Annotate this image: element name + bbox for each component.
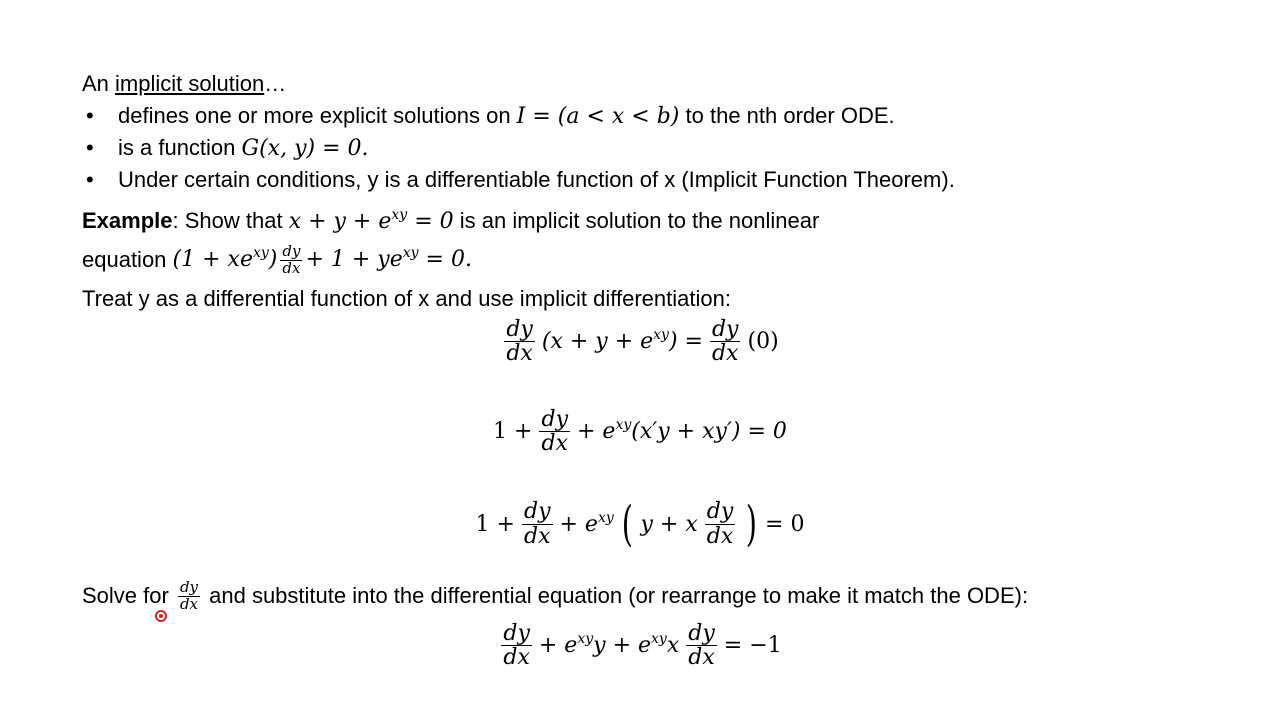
equation-label: equation	[82, 247, 173, 272]
heading-suffix: …	[264, 71, 287, 96]
example-label: Example	[82, 208, 173, 233]
equation-3	[0, 496, 1280, 552]
bullet-marker: •	[86, 135, 94, 160]
dy-dx-fraction: $\frac{dy}{dx}$	[506, 317, 533, 367]
bullet-2-text: is a function	[118, 135, 242, 160]
left-paren: (	[621, 496, 633, 552]
bullet-1-math: I = (a < x < b)	[516, 104, 680, 129]
dy-dx-fraction: $\frac{dy}{dx}$	[688, 621, 715, 671]
bullet-1-tail: to the nth order ODE.	[679, 103, 895, 128]
dy-dx-fraction: $\frac{dy}{dx}$	[503, 621, 530, 671]
eq3-tail: = 0	[765, 511, 805, 537]
equation-2	[0, 408, 1280, 455]
dy-dx-fraction: $\frac{dy}{dx}$	[282, 241, 301, 277]
dy-dx-fraction: $\frac{dy}{dx}$	[523, 499, 551, 549]
bullet-marker: •	[86, 167, 94, 192]
dy-dx-fraction: $\frac{dy}{dx}$	[711, 317, 739, 367]
right-paren: )	[746, 496, 758, 552]
eq3-a: 1 +	[475, 511, 515, 537]
eq3-inner: y + x	[640, 511, 698, 537]
eq3-b: + $e^{xy}$	[559, 509, 614, 537]
heading	[82, 70, 286, 98]
example-text-2: is an implicit solution to the nonlinear	[453, 208, 820, 233]
solve-prefix: Solve for	[82, 583, 175, 608]
bullet-1-text: defines one or more explicit solutions on	[118, 103, 517, 128]
eq2-a: 1 +	[493, 419, 533, 445]
bullet-1	[118, 102, 895, 131]
eq4-tail: = −1	[723, 633, 782, 659]
bullet-3: Under certain conditions, y is a differentiable function of x (Implicit Function Theorem).	[118, 167, 955, 192]
eq1-right: (0)	[747, 329, 779, 355]
eq1-left: $(x + y + e^{xy})$ =	[541, 327, 703, 355]
ode-part-b: + $1 + ye^{xy} = 0$.	[305, 245, 472, 272]
dy-dx-fraction: $\frac{dy}{dx}$	[541, 407, 568, 457]
solve-line	[82, 574, 1028, 618]
bullet-marker: •	[86, 103, 94, 128]
dy-dx-fraction: $\frac{dy}{dx}$	[179, 577, 199, 613]
equation-4	[0, 620, 1280, 669]
bullet-2-math: G(x, y) = 0.	[241, 136, 369, 161]
bullet-2	[118, 134, 369, 163]
pointer-cursor-icon	[155, 610, 167, 622]
heading-term: implicit solution	[115, 71, 265, 96]
equation-1	[0, 316, 1280, 365]
eq4-mid: + $e^{xy}y + e^{xy}x$	[538, 631, 680, 659]
ode-part-a: $(1 + xe^{xy})$	[172, 245, 278, 272]
heading-prefix: An	[82, 71, 116, 96]
treat-line: Treat y as a differential function of x and use implicit differentiation:	[82, 286, 731, 311]
solve-suffix: and substitute into the differential equation (or rearrange to make it match the ODE):	[203, 583, 1029, 608]
example-line-1	[82, 207, 819, 236]
example-line-2	[82, 240, 472, 280]
example-intro: : Show that	[172, 208, 289, 233]
dy-dx-fraction: $\frac{dy}{dx}$	[706, 499, 734, 549]
example-math-1: $x + y + e^{xy} = 0$	[288, 207, 454, 234]
eq2-b: + $e^{xy}(x'y + xy') = 0$	[577, 417, 787, 445]
